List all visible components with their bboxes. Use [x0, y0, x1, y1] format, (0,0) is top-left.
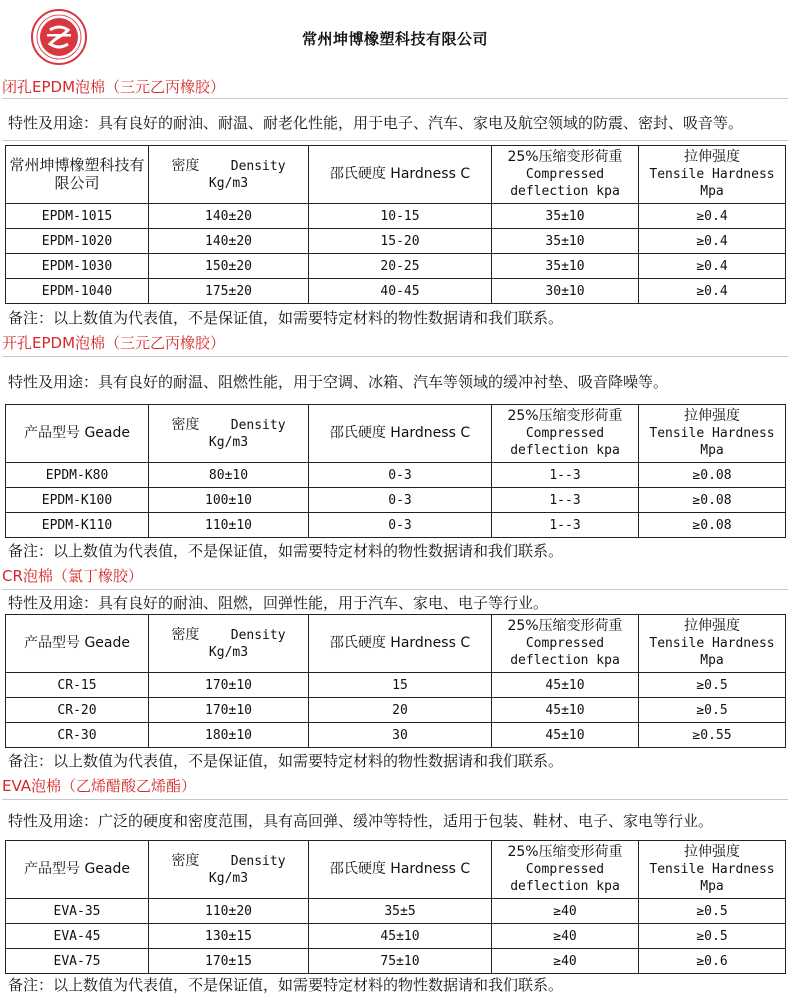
- density-cell: 140±20: [149, 204, 309, 229]
- tensile-cell: ≥0.08: [639, 513, 786, 538]
- section-note: 备注：以上数值为代表值，不是保证值，如需要特定材料的物性数据请和我们联系。: [8, 976, 564, 994]
- tensile-cell: ≥0.08: [639, 488, 786, 513]
- tensile-cell: ≥0.08: [639, 463, 786, 488]
- section-description: 特性及用途：具有良好的耐油、阻燃，回弹性能，用于汽车、家电、电子等行业。: [8, 594, 549, 612]
- model-cell: CR-20: [6, 698, 149, 723]
- model-header: 产品型号 Geade: [6, 841, 149, 899]
- density-cell: 180±10: [149, 723, 309, 748]
- hardness-cell: 0-3: [309, 488, 492, 513]
- divider: [2, 799, 788, 800]
- table-header-row: [6, 615, 786, 673]
- divider: [2, 589, 788, 590]
- spec-table: [5, 614, 786, 748]
- section-title: EVA泡棉（乙烯醋酸乙烯酯）: [2, 777, 197, 795]
- divider: [2, 140, 788, 141]
- model-cell: EPDM-1030: [6, 254, 149, 279]
- model-header: 产品型号 Geade: [6, 615, 149, 673]
- tensile-header: 拉伸强度 Tensile Hardness Mpa: [639, 405, 786, 463]
- table-row: [6, 463, 786, 488]
- compression-cell: 45±10: [492, 698, 639, 723]
- tensile-cell: ≥0.4: [639, 229, 786, 254]
- table-row: [6, 204, 786, 229]
- model-cell: EPDM-K80: [6, 463, 149, 488]
- tensile-cell: ≥0.5: [639, 924, 786, 949]
- density-cell: 170±10: [149, 698, 309, 723]
- model-cell: EPDM-1020: [6, 229, 149, 254]
- section-title: CR泡棉（氯丁橡胶）: [2, 567, 143, 585]
- model-cell: EPDM-1040: [6, 279, 149, 304]
- hardness-cell: 20-25: [309, 254, 492, 279]
- compression-cell: ≥40: [492, 949, 639, 974]
- hardness-cell: 30: [309, 723, 492, 748]
- density-cell: 175±20: [149, 279, 309, 304]
- tensile-header: 拉伸强度 Tensile Hardness Mpa: [639, 841, 786, 899]
- divider: [2, 356, 788, 357]
- density-cell: 100±10: [149, 488, 309, 513]
- section-note: 备注：以上数值为代表值，不是保证值，如需要特定材料的物性数据请和我们联系。: [8, 542, 564, 560]
- table-row: [6, 723, 786, 748]
- company-name: 常州坤博橡塑科技有限公司: [301, 30, 488, 48]
- tensile-cell: ≥0.6: [639, 949, 786, 974]
- hardness-cell: 75±10: [309, 949, 492, 974]
- density-cell: 110±10: [149, 513, 309, 538]
- density-cell: 130±15: [149, 924, 309, 949]
- model-cell: EVA-35: [6, 899, 149, 924]
- compression-cell: 35±10: [492, 254, 639, 279]
- density-cell: 170±15: [149, 949, 309, 974]
- model-cell: CR-15: [6, 673, 149, 698]
- hardness-cell: 10-15: [309, 204, 492, 229]
- compression-cell: 45±10: [492, 723, 639, 748]
- hardness-cell: 20: [309, 698, 492, 723]
- tensile-cell: ≥0.5: [639, 899, 786, 924]
- hardness-cell: 15: [309, 673, 492, 698]
- hardness-header: 邵氏硬度 Hardness C: [309, 405, 492, 463]
- page-header: [0, 0, 790, 72]
- spec-table: [5, 840, 786, 974]
- tensile-cell: ≥0.5: [639, 673, 786, 698]
- model-cell: CR-30: [6, 723, 149, 748]
- density-cell: 80±10: [149, 463, 309, 488]
- spec-table: [5, 145, 786, 304]
- table-header-row: [6, 841, 786, 899]
- hardness-cell: 15-20: [309, 229, 492, 254]
- spec-table: [5, 404, 786, 538]
- density-cell: 140±20: [149, 229, 309, 254]
- compression-header: 25%压缩变形荷重 Compressed deflection kpa: [492, 841, 639, 899]
- compression-header: 25%压缩变形荷重 Compressed deflection kpa: [492, 405, 639, 463]
- tensile-cell: ≥0.4: [639, 254, 786, 279]
- table-row: [6, 673, 786, 698]
- table-row: [6, 698, 786, 723]
- hardness-cell: 0-3: [309, 513, 492, 538]
- compression-cell: ≥40: [492, 924, 639, 949]
- compression-header: 25%压缩变形荷重 Compressed deflection kpa: [492, 146, 639, 204]
- section-note: 备注：以上数值为代表值，不是保证值，如需要特定材料的物性数据请和我们联系。: [8, 752, 564, 770]
- table-row: [6, 279, 786, 304]
- hardness-cell: 45±10: [309, 924, 492, 949]
- tensile-cell: ≥0.5: [639, 698, 786, 723]
- compression-cell: ≥40: [492, 899, 639, 924]
- table-header-row: [6, 405, 786, 463]
- table-header-row: [6, 146, 786, 204]
- compression-cell: 35±10: [492, 204, 639, 229]
- section-description: 特性及用途：具有良好的耐油、耐温、耐老化性能，用于电子、汽车、家电及航空领域的防震、密封、吸音等。: [8, 114, 744, 132]
- model-cell: EPDM-1015: [6, 204, 149, 229]
- tensile-header: 拉伸强度 Tensile Hardness Mpa: [639, 615, 786, 673]
- hardness-header: 邵氏硬度 Hardness C: [309, 841, 492, 899]
- hardness-cell: 35±5: [309, 899, 492, 924]
- tensile-cell: ≥0.4: [639, 204, 786, 229]
- hardness-header: 邵氏硬度 Hardness C: [309, 615, 492, 673]
- hardness-cell: 40-45: [309, 279, 492, 304]
- tensile-cell: ≥0.55: [639, 723, 786, 748]
- table-row: [6, 949, 786, 974]
- compression-header: 25%压缩变形荷重 Compressed deflection kpa: [492, 615, 639, 673]
- hardness-cell: 0-3: [309, 463, 492, 488]
- tensile-header: 拉伸强度 Tensile Hardness Mpa: [639, 146, 786, 204]
- density-cell: 170±10: [149, 673, 309, 698]
- table-row: [6, 254, 786, 279]
- compression-cell: 30±10: [492, 279, 639, 304]
- table-row: [6, 488, 786, 513]
- table-row: [6, 899, 786, 924]
- tensile-cell: ≥0.4: [639, 279, 786, 304]
- density-cell: 150±20: [149, 254, 309, 279]
- compression-cell: 1--3: [492, 513, 639, 538]
- hardness-header: 邵氏硬度 Hardness C: [309, 146, 492, 204]
- compression-cell: 35±10: [492, 229, 639, 254]
- density-header: 密度 Density Kg/m3: [149, 146, 309, 204]
- divider: [2, 98, 788, 99]
- density-header: 密度 Density Kg/m3: [149, 405, 309, 463]
- density-header: 密度 Density Kg/m3: [149, 841, 309, 899]
- density-cell: 110±20: [149, 899, 309, 924]
- section-description: 特性及用途：具有良好的耐温、阻燃性能，用于空调、冰箱、汽车等领域的缓冲衬垫、吸音降噪等。: [8, 373, 669, 391]
- compression-cell: 1--3: [492, 463, 639, 488]
- model-header: 产品型号 Geade: [6, 405, 149, 463]
- model-cell: EPDM-K110: [6, 513, 149, 538]
- model-cell: EVA-75: [6, 949, 149, 974]
- model-header: 常州坤博橡塑科技有限公司: [6, 146, 149, 204]
- compression-cell: 45±10: [492, 673, 639, 698]
- section-title: 开孔EPDM泡棉（三元乙丙橡胶）: [2, 334, 226, 352]
- section-note: 备注：以上数值为代表值，不是保证值，如需要特定材料的物性数据请和我们联系。: [8, 309, 564, 327]
- section-description: 特性及用途：广泛的硬度和密度范围，具有高回弹、缓冲等特性，适用于包装、鞋材、电子、家电等行业。: [8, 812, 714, 830]
- section-title: 闭孔EPDM泡棉（三元乙丙橡胶）: [2, 78, 226, 96]
- table-row: [6, 513, 786, 538]
- compression-cell: 1--3: [492, 488, 639, 513]
- model-cell: EVA-45: [6, 924, 149, 949]
- model-cell: EPDM-K100: [6, 488, 149, 513]
- density-header: 密度 Density Kg/m3: [149, 615, 309, 673]
- table-row: [6, 229, 786, 254]
- table-row: [6, 924, 786, 949]
